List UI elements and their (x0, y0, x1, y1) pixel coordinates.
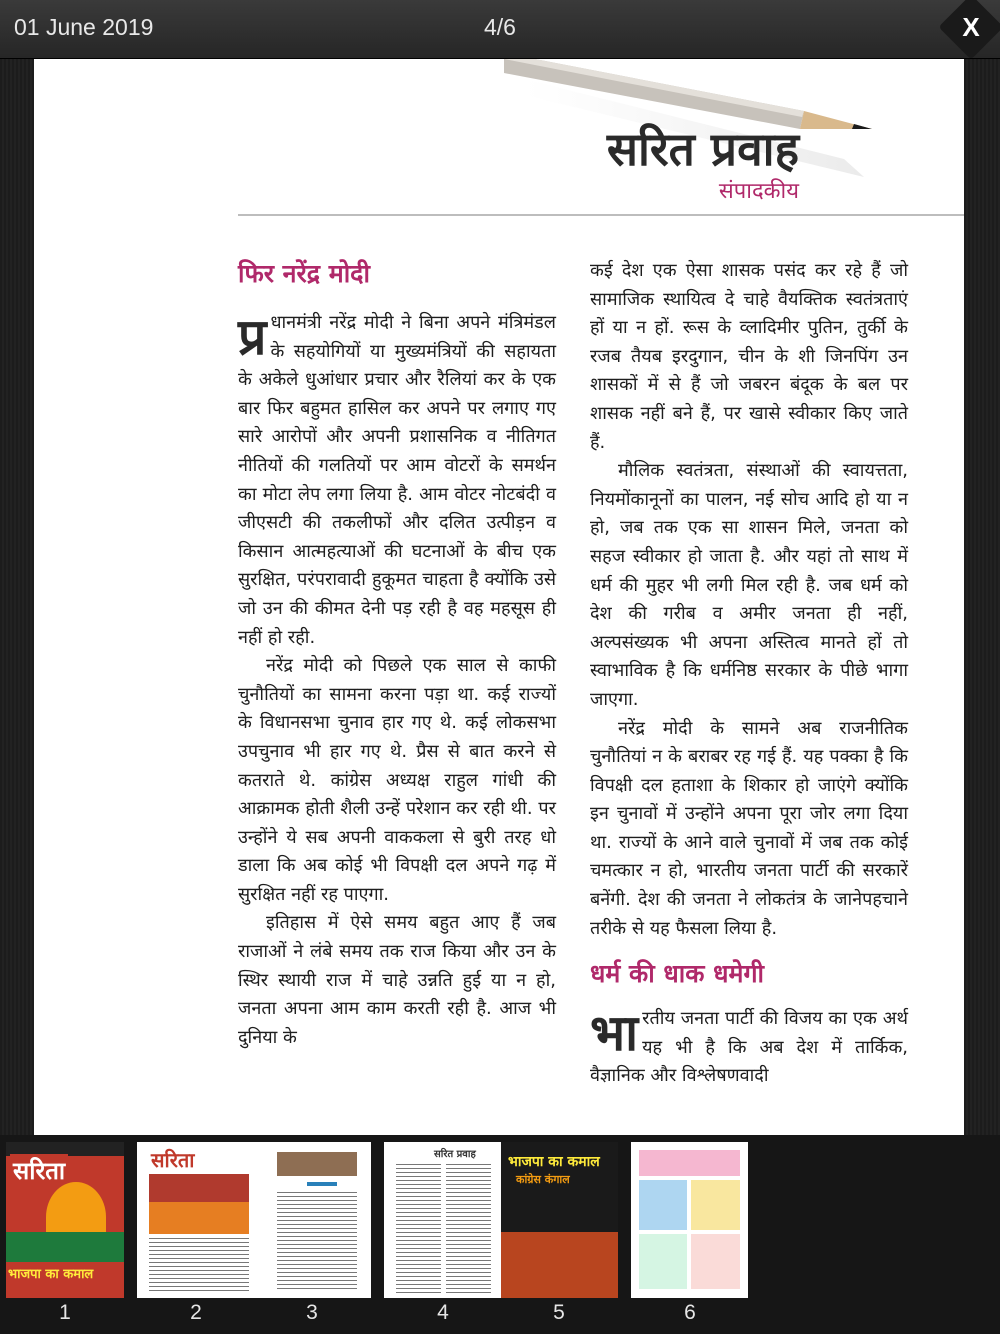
thumbnail-feature-tagline: कांग्रेस कंगाल (516, 1173, 570, 1186)
thumbnail-feature-title: भाजपा का कमाल (508, 1154, 600, 1170)
thumbnail-number-1[interactable]: 1 (59, 1301, 71, 1324)
issue-date: 01 June 2019 (14, 14, 154, 40)
thumbnail-page-1[interactable] (6, 1142, 124, 1298)
thumbnail-number-2[interactable]: 2 (190, 1301, 202, 1324)
masthead-title: सरित प्रवाह (606, 122, 799, 176)
thumbnail-spread-logo: सरिता (151, 1148, 195, 1172)
thumbnail-number-4[interactable]: 4 (437, 1301, 449, 1324)
paragraph: नरेंद्र मोदी के सामने अब राजनीतिक चुनौतियां न के बराबर रह गई हैं. यह पक्का है कि विपक्षी दल हताशा के शिकार हो जाएंगे क्योंकि इन चुनावों में उन्होंने अपना पूरा जोर लगा दिया था. राज्यों के आने वाले चुनावों में जब तक कोई चमत्कार न हो, भारतीय जनता पार्टी की सरकारें बनेंगी. देश की जनता ने लोकतंत्र के जानेपहचाने तरीके से यह फैसला लिया है. (590, 717, 908, 939)
close-icon: X (962, 11, 980, 42)
masthead-subtitle: संपादकीय (718, 179, 799, 204)
thumbnail-number-5[interactable]: 5 (553, 1301, 565, 1324)
paragraph: इतिहास में ऐसे समय बहुत आए हैं जब राजाओं ने लंबे समय तक राज किया और उन के स्थिर स्थायी राज में चाहे उन्नति हुई या न हो, जनता अपना आम काम करती रही है. आज भी दुनिया के (238, 912, 556, 1048)
close-button[interactable] (938, 0, 1000, 60)
top-toolbar (0, 0, 1000, 59)
paragraph: भारतीय जनता पार्टी की विजय का एक अर्थ यह भी है कि अब देश में तार्किक, वैज्ञानिक और विश्लेषणवादी (590, 1003, 908, 1087)
article-right-column (590, 257, 908, 1091)
page-indicator: 4/6 (484, 14, 516, 40)
paragraph: प्र धानमंत्री नरेंद्र मोदी ने बिना अपने मंत्रिमंडल के सहयोगियों या मुख्यमंत्रियों की सहायता के अकेले धुआंधार प्रचार और रैलियां कर के एक बार फिर बहुमत हासिल कर अपने पर लगाए गए सारे आरोपों और अपनी प्रशासनिक व नीतिगत नीतियों की गलतियों पर आम वोटरों के समर्थन का मोटा लेप लगा लिया है. आम वोटर नोटबंदी व जीएसटी की तकलीफों और दलित उत्पीड़न व किसान आत्महत्याओं की घटनाओं के बीच एक सुरक्षित, परंपरावादी हुकूमत चाहता है क्योंकि उसे जो उन की कीमत देनी पड़ रही है वह महसूस ही नहीं हो रही. (238, 307, 556, 648)
paragraph: नरेंद्र मोदी को पिछले एक साल से काफी चुनौतियों का सामना करना पड़ा था. कई राज्यों के विधानसभा चुनाव हार गए थे. कई लोकसभा उपचुनाव भी हार गए थे. प्रैस से बात करने से कतराते थे. कांग्रेस अध्यक्ष राहुल गांधी की आक्रामक होती शैली उन्हें परेशान कर रही थी. पर उन्होंने ये सब अपनी वाककला से बुरी तरह धो डाला कि अब कोई भी विपक्षी दल अपने गढ़ में सुरक्षित नहीं रह पाएगा. (238, 655, 556, 905)
thumbnail-number-6[interactable]: 6 (684, 1301, 696, 1324)
thumbnail-page-6[interactable] (631, 1142, 748, 1298)
drop-cap: भा (590, 1003, 639, 1063)
article-heading: फिर नरेंद्र मोदी (238, 259, 370, 288)
header-rule (238, 214, 964, 216)
magazine-page[interactable] (34, 59, 964, 1135)
thumbnail-number-3[interactable]: 3 (306, 1301, 318, 1324)
viewer-right-margin (964, 59, 1000, 1135)
thumbnail-pages-4-5[interactable] (384, 1142, 618, 1298)
paragraph: कई देश एक ऐसा शासक पसंद कर रहे हैं जो सामाजिक स्थायित्व दे चाहे वैयक्तिक स्वतंत्रताएं हों या न हों. रूस के व्लादिमीर पुतिन, तुर्की के रजब तैयब इरदुगान, चीन के शी जिनपिंग उन शासकों में से हैं जो जबरन बंदूक के बल पर शासक नहीं बने हैं, पर खासे स्वीकार किए जाते हैं. (590, 260, 908, 453)
article-left-column (238, 257, 556, 1052)
paragraph: मौलिक स्वतंत्रता, संस्थाओं की स्वायत्तता, नियमोंकानूनों का पालन, नई सोच आदि हो या न हो, जब तक एक सा शासन मिले, जनता को सहज स्वीकार हो जाता है. और यहां तो साथ में धर्म की मुहर भी लगी मिल रही है. जब धर्म को देश की गरीब व अमीर जनता ही नहीं, अल्पसंख्यक भी अपना अस्तित्व मानते हों तो स्वाभाविक है कि धर्मनिष्ठ सरकार के पीछे भागा जाएगा. (590, 460, 908, 710)
thumbnail-cover-tagline: भाजपा का कमाल (8, 1267, 94, 1282)
viewer-left-margin (0, 59, 34, 1135)
drop-cap: प्र (238, 307, 267, 366)
thumbnail-cover-logo: सरिता (10, 1154, 68, 1187)
thumbnail-pages-2-3[interactable] (137, 1142, 371, 1298)
thumbnail-editorial-title: सरित प्रवाह (434, 1149, 476, 1160)
section-heading: धर्म की धाक धमेगी (590, 959, 765, 989)
